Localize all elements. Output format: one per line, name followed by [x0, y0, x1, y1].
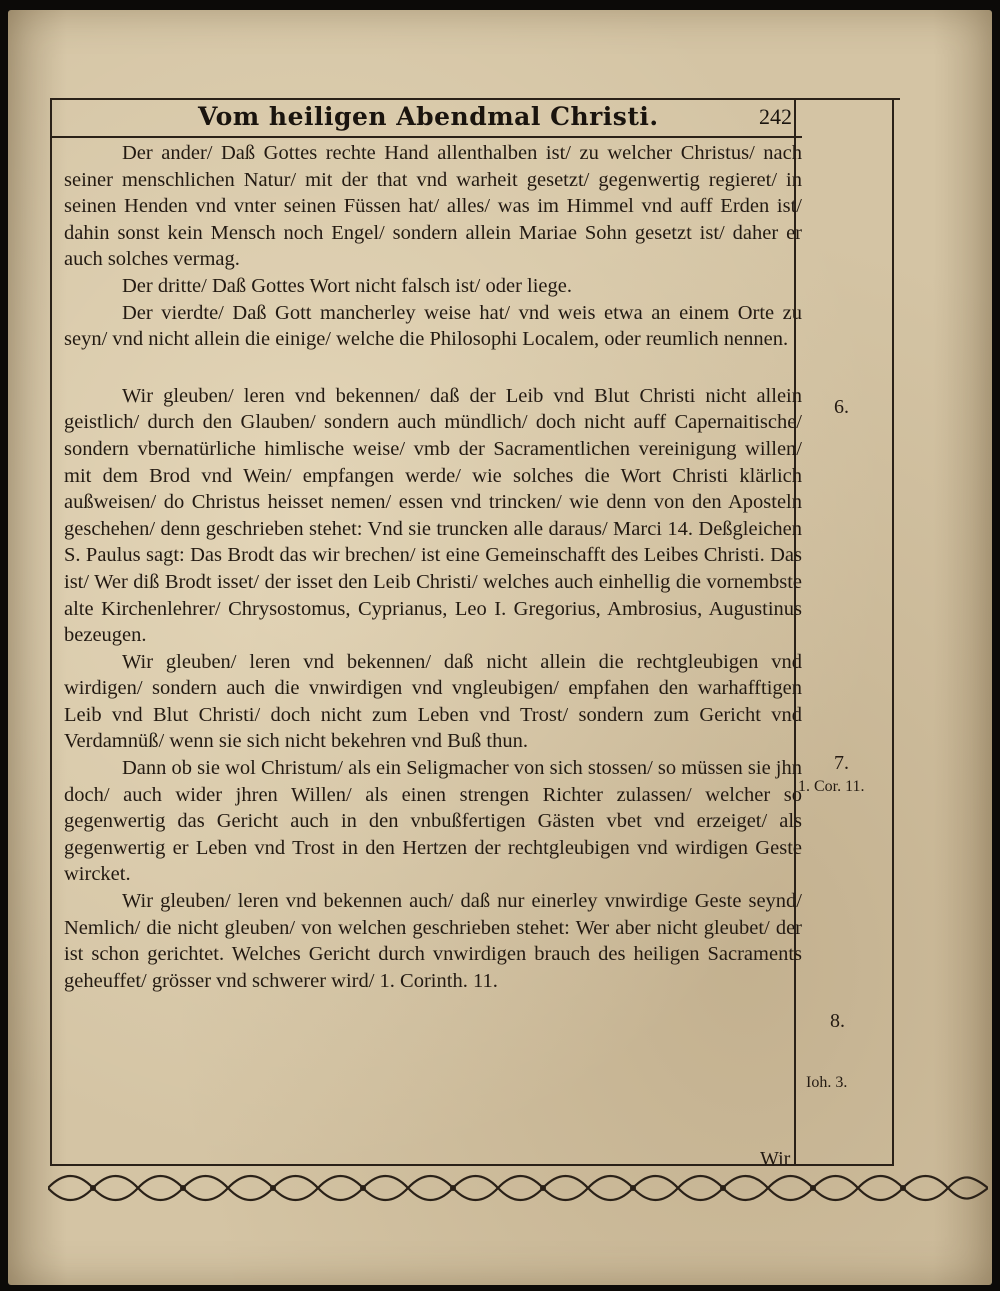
margin-note-8: 8. — [830, 1010, 845, 1032]
page-number: 242 — [759, 104, 792, 129]
running-header — [198, 102, 798, 138]
margin-note-8-reference: Ioh. 3. — [806, 1074, 848, 1091]
paragraph-article-8: Wir gleuben/ leren vnd bekennen auch/ daß nur einerley vnwirdige Geste seynd/ Nemlich/ die nicht gleuben/ von welchen geschrieben stehet: Wer aber nicht gleubet/ der ist schon gerichtet. Welches Gericht durch vnwirdigen brauch des heiligen Sacraments geheuffet/ grösser vnd schwerer wird/ 1. Corinth. 11. — [64, 890, 802, 992]
paragraph-article-7-cont: Dann ob sie wol Christum/ als ein Seligmacher von sich stossen/ so müssen sie jhn doch/ auch wider jhren Willen/ als einen strengen Richter zulassen/ welcher so gegenwertig das Gericht auch in den vnbußfertigen Gästen vbet vnd erzeiget/ als gegenwertig er Leben vnd Trost in den Hertzen der rechtgleubigen vnd wirdigen Geste wircket. — [64, 757, 802, 886]
margin-note-7: 7. — [834, 752, 849, 774]
margin-note-6: 6. — [834, 396, 849, 418]
main-text-column — [64, 140, 802, 994]
margin-note-7-reference: 1. Cor. 11. — [798, 778, 865, 795]
ornamental-border — [48, 1170, 988, 1206]
left-frame-rule — [50, 98, 52, 1166]
header-title: Vom heiligen Abendmal Christi. — [198, 102, 659, 131]
paragraph-article-7: Wir gleuben/ leren vnd bekennen/ daß nicht allein die rechtgleubigen vnd wirdigen/ sondern auch die vnwirdigen vnd vngleubigen/ empfahen den warhafftigen Leib vnd Blut Christi/ doch nicht zum Leben vnd Trost/ sondern zum Gericht vnd Verdamnüß/ wenn sie sich nicht bekehren vnd Buß thun. — [64, 650, 802, 753]
paragraph-3rd-point: Der dritte/ Daß Gottes Wort nicht falsch ist/ oder liege. — [122, 274, 572, 297]
paragraph-gap — [64, 353, 802, 383]
paragraph-4th-point: Der vierdte/ Daß Gott mancherley weise hat/ vnd weis etwa an einem Orte zu seyn/ vnd nicht allein die einige/ welche die Philosophi Localem, oder reumlich nennen. — [64, 301, 802, 351]
paragraph-article-6: Wir gleuben/ leren vnd bekennen/ daß der Leib vnd Blut Christi nicht allein geistlich/ durch den Glauben/ sondern auch mündlich/ doch nicht auff Capernaitische/ sondern vbernatürliche himlische weise/ vmb der Sacramentlichen vereinigung willen/ mit dem Brod vnd Wein/ empfangen werde/ wie solches die Wort Christi klärlich außweisen/ do Christus heisset nemen/ essen vnd trincken/ wie denn von den Aposteln geschehen/ denn geschrieben stehet: Vnd sie truncken alle daraus/ Marci 14. Deßgleichen S. Paulus sagt: Das Brodt das wir brechen/ ist eine Gemeinschafft des Leibes Christi. Das ist/ Wer diß Brodt isset/ der isset den Leib Christi/ welches auch einhellig die vornembste alte Kirchenlehrer/ Chrysostomus, Cyprianus, Leo I. Gregorius, Ambrosius, Augustinus bezeugen. — [64, 384, 802, 647]
catchword: Wir — [760, 1148, 791, 1170]
outer-right-frame-rule — [892, 98, 894, 1166]
book-page — [8, 10, 992, 1285]
paragraph-2nd-point: Der ander/ Daß Gottes rechte Hand allenthalben ist/ zu welcher Christus/ nach seiner menschlichen Natur/ mit der that vnd warheit gesetzt/ gegenwertig regieret/ in seinen Henden vnd vnter seinen Füssen hat/ alles/ was im Himmel vnd auff Erden ist/ dahin sonst kein Mensch noch Engel/ sondern allein Mariae Sohn gesetzt ist/ daher er auch solches vermag. — [64, 142, 802, 271]
top-rule — [50, 98, 900, 100]
